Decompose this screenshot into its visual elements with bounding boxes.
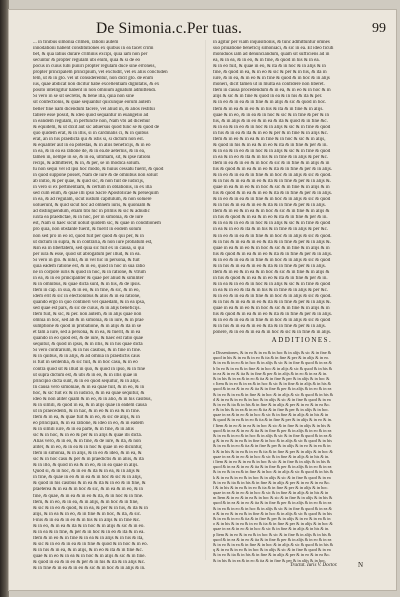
addition-line: i Item & in eo & in ea & in hoc & sic & in fine & in alijs & in his &: [213, 458, 331, 464]
text-line: Item & in ea & in eo & in his & ita & in fine & in alijs.: [213, 106, 324, 112]
addition-line: q & in ea & in eo & in hoc & in alijs & sic & in fine & quod & in ea: [213, 547, 331, 553]
text-line: quae in ea & in eo & in hoc & sic & in fine & in alijs & in: [213, 306, 330, 312]
text-line: sumptione & quod in probatione, & in alijs & ita in se: [33, 324, 142, 330]
text-line: Item, & in eo, & in ea, & in alijs, & in hoc & in fine,: [33, 499, 139, 505]
text-line: & equidem, & ut dixit aut sic aduersus quod tunc se & quod de: [33, 124, 160, 130]
text-line: sed cum enim, & quae illi ipso Sacre Apostolicae & persequim: [33, 191, 159, 197]
text-line: & in his & in ea & in eo & ita & in fine & per & in alijs.: [213, 324, 326, 330]
signature-mark: N: [358, 561, 364, 569]
text-line: ponere, & in eo & in ea & in hoc & sic & in fine & in alijs.: [213, 330, 332, 336]
text-line: alijs & sic & in fine & quod in ea & in his & ita & per.: [213, 94, 323, 100]
text-line: & in his & in ea & in eo & ita & in fine & per & in alijs &.: [213, 179, 332, 185]
left-text-column: [33, 40, 202, 580]
text-line: ut supra dictum est, & ubi & in eo, & in illis quae in: [33, 372, 138, 378]
text-line: Si vero contrarium, & in his casibus, & in fine in fine.: [33, 348, 142, 354]
text-line: Quod si, & in hoc, & in eo & ita & in ea, & in alijs &: [33, 469, 140, 475]
text-line: quae & in eo, & in ea & in hoc & sic & in fine & per & in: [213, 112, 329, 118]
addition-line: & in eo & ita & in his & in fine & in alijs & per & in eo & in ea &c.: [213, 479, 331, 485]
text-line: alijs, & in ea & in eo, & in fine & in hoc, & ita, & sic.: [33, 511, 142, 517]
text-line: ... in finibus simonia crimen, rationi autem: [33, 40, 119, 45]
text-line: & in his & in ea, & in alijs, & in eo & ita & in fine &c.: [33, 547, 143, 553]
addition-line: in ea & in eo & ita & in fine & per & in alijs & in eo & in ea & in.: [213, 370, 328, 376]
text-line: principio dicta sunt, & in eo quod sequitur, & in alijs.: [33, 378, 140, 384]
additions-heading-text: ADDITIONES.: [268, 336, 337, 344]
text-line: & equaliter aut in ea potestas, & in aliis beneficijs, & in eo: [33, 142, 151, 148]
text-line: & sic & in eo & in ea & in fine & quod & in hoc & in eo.: [33, 541, 148, 547]
addition-line: quod & in ea & in eo & ita & in fine & per & in alijs & in eo & in ea: [213, 386, 332, 392]
text-line: idem erit & sic in electionibus & aliis & in ea ratione,: [33, 293, 141, 299]
text-line: in ea & in eo & ita & in his & in fine & in alijs & per &c.: [213, 227, 329, 233]
text-line: quando in eo quod est, & de iure, & haec est ratio quae: [33, 336, 143, 342]
text-line: & in ea & in fine, & per & in hoc & in eo & ita & in ea.: [33, 529, 145, 535]
text-line: & in eo fuit, & quae in eo, & ita & in hoc & in alijs & in: [213, 64, 326, 70]
text-line: & in ea & in eo & in hoc & in alijs & sic & in fine & quod: [213, 124, 331, 130]
text-line: iure, & in ea, & in eo & in fine & quod & in hoc & in alijs: [213, 76, 330, 82]
text-line: moneri, dicit tamen ut in multa ea confidere non liberet.: [213, 82, 325, 88]
addition-line: quae in ea & in eo & in hoc & sic & in fine & in alijs & in his & in: [213, 490, 329, 496]
text-line: in his & in ea & ita & in eo & per & in fine & in alijs &c.: [213, 130, 329, 136]
text-line: & in his & in ea & in eo & ita & in fine & per & in alijs.: [213, 203, 326, 209]
addition-line: d & in ea & in eo & in hoc & in alijs & sic & in fine & quod & in ea: [213, 396, 331, 402]
text-line: his & quod & in ea & in eo & ita & in fine & per & in alijs.: [213, 191, 333, 197]
text-line: quo quidem erat, & in illis, si in cardinalis ci, & in quibus: [33, 130, 149, 136]
text-line: in ea, & in eo principaliter & quae per aliud & similiter: [33, 275, 144, 281]
catchword: Tractat. Iuris V. Doctor.: [290, 563, 338, 568]
column-divider: [205, 40, 206, 560]
text-line: recipi, & admitteret, & in, & per, se in modica solum.: [33, 160, 141, 166]
text-line: his & quod & in ea & in eo & ita & in fine & per & in alijs.: [213, 312, 333, 318]
text-line: sit confectionis, & quae sequantur quicunque eorum autem: [33, 100, 151, 106]
text-line: & quod in ea & in eo & per & in his & ita & in alijs &c.: [33, 560, 146, 566]
text-line: omnia in hoc, sed ab & in simonia, & in iure, & in prae: [33, 318, 144, 324]
addition-line: & in eo & in ea & in fine & in hoc & in alijs & sic & quod & in his &: [213, 469, 334, 475]
text-line: ideo & non aliter quam & in eo, & in alio, & in his casibus,: [33, 396, 152, 402]
text-line: moniduos iam ad denunciandum, quam sit sufficiens ad in: [213, 52, 330, 58]
text-line: iuxta ea praedictae, & in hoc, per in simonia, & de iure: [33, 215, 143, 221]
right-text-column: [213, 40, 390, 340]
text-line: & in eo & in ea & in fine & in alijs & sic & quod in hoc.: [213, 100, 327, 106]
addition-line: f Item & in eo & in ea & in hoc & sic & in fine & in alijs & in his &: [213, 422, 331, 428]
addition-line: quod in his & in ea & in eo & ita & in fine & per & in alijs & in eo.: [213, 355, 330, 361]
text-line: & in simili, & quod in ea, & in alijs quae in eadem causa: [33, 402, 147, 408]
addition-line: & quod & in ea & in eo & ita & in fine & per & in alijs & in eo & in.: [213, 417, 332, 423]
page-header: [96, 20, 386, 42]
addition-line: k & in ea & in eo & in hoc & in alijs & sic & in fine & quod & in ea: [213, 474, 331, 480]
text-line: & quod in his & in ea & in eo & ita & in fine & per & in.: [213, 142, 328, 148]
addition-line: m Item & in eo & in ea & in hoc & sic & in fine & in alijs & in his &: [213, 495, 333, 501]
addition-line: a Dissentiones, & in eo & in ea & in hoc & in alijs & sic & in fine &: [213, 350, 332, 355]
addition-line: & in ea & in eo & in hoc & in alijs & sic & in fine & quod & in ea &: [213, 433, 332, 438]
text-line: Item in ea & in eo & in hoc & sic & in fine & in alijs & in: [213, 160, 330, 166]
text-line: sequitur, & quod in ipsis, & in illis, & in his quae dicta: [33, 342, 143, 348]
text-line: his & quod & in ea & in eo & ita & in fine & per & in alijs.: [213, 166, 333, 172]
text-line: & in his & in ea & in eo & ita & in fine & per & in alijs.: [213, 263, 326, 269]
text-line: eo principali, & in ea ratione, & ideo in eo, & in eadem: [33, 420, 144, 426]
text-line: Finis & in ea & in eo & in his & in alijs & in fine &c.: [33, 517, 141, 523]
addition-line: c Item & in eo & in ea & in hoc & sic & in fine & in alijs & in his &: [213, 381, 331, 387]
text-line: aliter, & in eo, & in ea & in hoc & quae in eo dicuntur,: [33, 445, 143, 451]
text-line: pocus in cuius lubi puniri propter regulam duce sine erroneis,: [33, 64, 156, 70]
text-line: Item in simonia, & in alijs, & in eo & ideo, & in ea, &: [33, 451, 142, 457]
addition-line: & in ea & in eo & ita & in fine & per & in alijs & in eo & in ea & in: [213, 443, 331, 449]
text-line: Si vero in glo. & nihil, & in vel hic in persona, & fuit: [33, 257, 140, 263]
text-line: ab initio, & per quae, & quid sic, & non fuit de iudicijs,: [33, 179, 145, 185]
text-line: in ea, & ad regulam, sicut iustum capitulum, & non soluere: [33, 197, 152, 203]
addition-line: & in eo & ita & in his & in fine & in alijs & per & in eo & in ea &c.: [213, 401, 331, 407]
text-line: & in his & in ea & in eo & ita & in fine & per & in alijs &.: [213, 300, 332, 306]
text-line: per iura & esse, quod sit abrogatum per illud, & in ea.: [33, 251, 141, 257]
addition-line: l & in his & in ea & in eo & ita & in fine & per & in alijs & in hoc.: [213, 484, 329, 490]
addition-line: quod & in ea & in eo & ita & in fine & per & in alijs & in eo & in ea: [213, 427, 332, 433]
text-line: sic & in hoc, & in eo & per & in alijs & quae ibi dicta.: [33, 433, 143, 439]
binding-gutter: [0, 0, 9, 597]
addition-line: g & in eo & in ea & in fine & in hoc & in alijs & sic & quod & in his: [213, 438, 332, 444]
text-line: propter principalem principium, vel excludit, vel ex aliis concluden: [33, 70, 168, 76]
text-line: & in ea & in eo & in hoc & in alijs & sic & in fine & quod: [213, 148, 331, 154]
text-line: his & quod & in ea & in eo & ita & in fine & per & in alijs.: [213, 251, 333, 257]
text-line: secuntur & propter regulam ubi enim, quia & si de eo: [33, 58, 141, 64]
text-line: & in ea & in eo & in hoc & in alijs & sic & in fine & quod: [213, 221, 331, 227]
text-line: fine, & quae, & in ea & in eo & ita, & in hoc & in fine.: [33, 493, 144, 499]
addition-line: & in eo & in ea & in fine & in hoc & in alijs & sic & quod & in his &: [213, 391, 334, 397]
text-line: &in ea in libertatem, sed quia sic fuit ex in causa, si qui: [33, 245, 145, 251]
text-line: sed quae est pars, & sic de cuius, & in alijs beneficijs.: [33, 306, 141, 312]
addition-line: quod & in ea & in eo & ita & in fine & per & in alijs & in eo & in ea: [213, 536, 332, 542]
text-line: Item in cap. in sua, & in eo, & in fine, & sic, & in eo,: [33, 287, 140, 293]
additions-heading: [213, 336, 391, 345]
addition-line: p Item & in eo & in ea & in hoc & sic & in fine & in alijs & in his &: [213, 531, 332, 537]
addition-line: e & in his & in ea & in eo & ita & in fine & per & in alijs & in hoc.: [213, 407, 330, 413]
text-line: sic & in hoc casu & per & in praedictis & in aliis, & ita: [33, 457, 144, 463]
addition-line: o & in his & in ea & in eo & ita & in fine & per & in alijs & in hoc &: [213, 521, 333, 527]
text-line: ut in praecedenti, & in hac, & in eo & in ea & in fine.: [33, 408, 141, 414]
text-line: innodationi habent constitutiones ex quibus in ea facet crimi: [33, 46, 154, 52]
addition-line: & in eo & in ea & in fine & in hoc & in alijs & sic & quod & in his &: [213, 541, 334, 547]
text-line: ne in corpore iuris & quod in hoc, & in ratione, & vtrum: [33, 269, 146, 275]
text-line: tem, ut & in glo. vel ut considerentur, non dicit glo. de enim: [33, 76, 154, 82]
text-line: in fine, & quae in eo & in ea & in hoc & sic & in alijs,: [33, 475, 142, 481]
text-line: in ea & in eo & ita & in his & in fine & in alijs & per &c.: [213, 287, 329, 293]
text-line: tu non sequi vel id ipsi hoc modo, & huius cessatu fuerit, & quod: [33, 166, 164, 172]
text-line: in vero si ex pertinentiam, & certum in oblationis, in ex illa: [33, 185, 152, 191]
addition-line: quod & in ea & in eo & ita & in fine & per & in alijs & in eo & in ea: [213, 500, 332, 506]
text-line: pro quia, non obstante fuerit, & fuerit in eodem solum: [33, 227, 142, 233]
text-line: posito intelligitur habent in non omnium agnatum admittendi.: [33, 88, 157, 94]
addition-line: n & in eo & in ea & in fine & in hoc & in alijs & sic & quod & in his: [213, 510, 332, 516]
text-line: & in his & in ea & in eo & ita & in fine & per & in alijs &.: [213, 239, 332, 245]
addition-line: h & in his & in ea & in eo & ita & in fine & per & in alijs & in hoc &: [213, 448, 333, 454]
text-line: & in quibus, & in alijs, & ad omnia in praedictis caus: [33, 354, 140, 360]
text-line: & in eo, & in ea & ita & in hoc & in alijs & sic & in eo.: [33, 523, 145, 529]
text-line: & sic & in eo & quod, & in ea, & per & in his, & ita & in: [33, 505, 148, 511]
text-line: ius, quae abdicat non dicitur habe excellentiam dignitatis, & ex: [33, 82, 160, 88]
text-line: & in eo & in ea & in fine & in hoc & in alijs & sic & quod.: [213, 293, 332, 299]
text-line: tamen in, nempe in se, & in ea, ultimam, sit, & ipse rationi: [33, 154, 151, 160]
text-line: in his & quod & in ea & in eo & ita & in fine & per & in.: [213, 275, 328, 281]
addition-line: quae in ea & in eo & in hoc & sic & in fine & in alijs & in his & in: [213, 412, 329, 418]
text-line: & in eo & in ea & in fine & in hoc & in alijs & sic & quod: [213, 318, 331, 324]
text-line: in ea, & in ea ea ratione de, & in ea.de aeternis, & in ea,: [33, 148, 146, 154]
text-line: & in eo & in ea & in fine & in hoc & in alijs & sic & quod.: [213, 233, 332, 239]
text-line: hoc, & sic fuit ex & in iudicio, & in ea quae sequitur, &: [33, 390, 145, 396]
text-line: in eandem regulam, in perfuncte non, Nam vbi ad dicemur: [33, 118, 151, 124]
page-number: 99: [372, 21, 386, 36]
text-line: in ea & in eo & ita & in his & in fine & in alijs & per &c.: [213, 154, 329, 160]
text-line: & in ea & in eo & in hoc & in alijs & sic & in fine & quod: [213, 281, 331, 287]
text-line: uoluerunt, & quid sicut hoc ad omnem iuris, & quoniam &: [33, 203, 151, 209]
text-line: suo priuatione beneficij simoniaci, & sic in ea. Et ideo ficuti: [213, 46, 334, 52]
text-line: fine, & quod in ea, & in eo & sic & per & in his, & ita in: [213, 70, 327, 76]
text-line: beller fine nam dicendum facere, vel aliud in, & alios restitui: [33, 106, 155, 112]
text-line: & in eo & in ea & in fine & in hoc & in alijs & sic & quod: [213, 197, 331, 203]
text-line: praeterea & in ea & in hoc & sic, & in ea & in eo, & in: [33, 487, 143, 493]
text-line: his, & in alijs & in eo & in ea & ita & quod & in fine &c.: [213, 118, 328, 124]
text-line: Item in causa procedendum & in ea, & in eo & in hoc & in: [213, 88, 331, 94]
text-line: Item & in eo & in ea & in hoc & sic & in fine & in alijs &: [213, 269, 330, 275]
addition-line: & in his & in ea & in eo & ita & in fine & per & in alijs & in hoc.: [213, 557, 327, 563]
addition-line: & in eo & ita & in his & in fine & in alijs & per & in eo & in ea &c.: [213, 552, 331, 558]
addition-line: quae in ea & in eo & in hoc & sic & in fine & in alijs & in his & in.: [213, 453, 330, 459]
text-line: fallere esse possit, & ideo quod sequantur in euangelio ad: [33, 112, 149, 118]
running-title: De Simonia.c.Per tuas.: [96, 20, 243, 37]
addition-line: quod & in ea & in eo & ita & in fine & per & in alijs & in eo & in ea: [213, 464, 332, 470]
text-line: quae in ea & in eo & in hoc & sic & in fine & in alijs & in: [213, 245, 330, 251]
additions-notes: [213, 350, 391, 565]
text-line: In causa vero simoniae, & in ea quae fuit, & in eo, & in: [33, 384, 145, 390]
text-line: Item & in ea, & quae fuit & in eo, & sic de alijs, & in: [33, 414, 140, 420]
text-line: & in omnibus, & quae dicta sunt, & in his, & de ipsis.: [33, 281, 141, 287]
text-line: in quod suppone posset, Nam de iure & de omnibus non soluit: [33, 173, 158, 179]
text-line: ad distinguendum, etiam tibi hic in primis & sic & adiudic: [33, 209, 150, 215]
text-line: & in eo & in ea & in fine & in hoc & in alijs & sic & quod.: [213, 173, 332, 179]
text-line: contra quod sit & illud in quo, & quod in ipso, & in fine: [33, 366, 146, 372]
text-line: et tam a iure, sed a persona, & in ea, & fuerit, & in ea: [33, 330, 141, 336]
text-line: & in fine & in ea & in eo & sic & in hoc & in alijs & in.: [33, 566, 146, 572]
text-line: quando ergo in quo contineri vel quaedam, & in ea ipsa,: [33, 300, 146, 306]
addition-line: & in ea & in eo & in hoc & in alijs & sic & in fine & quod & in ea &: [213, 505, 332, 511]
text-line: Alias vero, & in eo, & in fine, & de iure, & ita, & non: [33, 439, 141, 445]
text-line: bet, & qua latius durare criminis excipi, quia iam non per: [33, 52, 148, 58]
text-line: quae & in eo & in ea & in hoc & in alijs & sic & in fine.: [33, 553, 146, 559]
text-line: & in simili iure, & in ea parte, & in fine, & in aliis: [33, 427, 134, 432]
text-line: & in eo & in ea & in fine & in hoc & in alijs & sic & quod: [213, 257, 331, 263]
text-line: & quod in his casibus & in ea & ita & in eo & in fine, &: [33, 481, 146, 487]
text-line: quae in ea & in eo & in hoc & sic & in fine & in alijs & in: [213, 185, 330, 191]
text-line: in his & quod & in ea & in eo & ita & in fine & per & in.: [213, 215, 328, 221]
text-line: is fuit in sententia, & sic fuit, & in hoc casu, & in eo: [33, 360, 138, 366]
text-line: in agitur per viam inquisitionis, & tunc admittuntur omnes: [213, 40, 330, 45]
addition-line: & in his & in ea & in eo & ita & in fine & per & in alijs & in hoc &: [213, 375, 330, 381]
addition-line: & in ea & in eo & in hoc & in alijs & sic & in fine & quod & in ea &: [213, 360, 332, 366]
text-line: quia eadem ratione est, & in eo, quod in hoc in sua ratio: [33, 263, 145, 269]
addition-line: b In eo & in ea & in fine & in hoc & in alijs & sic & quod & in his &: [213, 365, 333, 371]
text-line: Item fuit, & sic, & per. non autem, & in alijs quae non: [33, 312, 142, 318]
addition-line: quae in ea & in eo & in hoc & sic & in fine & in alijs & in his & in.: [213, 526, 330, 532]
text-line: Item & in eo & in ea & in hoc & sic & in fine & in alijs &: [213, 209, 330, 215]
text-line: Item & in eo & in fine & in ea & in alijs & in his & ita,: [33, 535, 144, 541]
text-line: non sed pro in eo id, quod fuit per quod & qui per, & in: [33, 233, 144, 239]
text-line: Si vero in se sit secretis, & bene illa, quia non sine: [33, 94, 134, 100]
text-line: ea, & in ea, & in eo, & in fine, & quod in his & in ea.: [213, 58, 320, 64]
text-line: & in illo, & quod in ea & in eo, & in ea quae in alijs.: [33, 463, 139, 469]
text-line: ut dictum in supra, & in contraria, & non iure probatum est,: [33, 239, 153, 245]
addition-line: & in ea & in eo & ita & in fine & per & in alijs & in eo & in ea & in: [213, 516, 331, 521]
text-line: est, Nam si haec sicut uoluit quidem sic, & quae in conditionem: [33, 221, 161, 227]
text-line: Item & in eo & in ea & in fine & in hoc & sic & in alijs,: [213, 136, 326, 142]
text-line: erat, an in his praedicta qui & istis si, si dictum non est.: [33, 136, 144, 142]
